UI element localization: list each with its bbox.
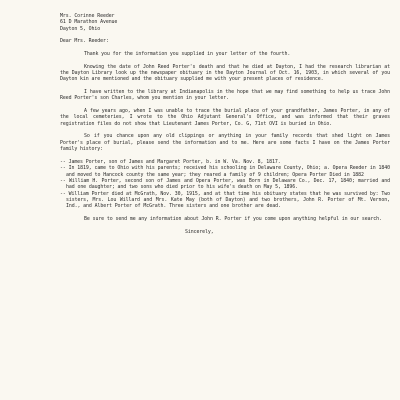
salutation: Dear Mrs. Reeder:: [60, 38, 109, 45]
closing: Sincerely,: [185, 228, 214, 235]
paragraph-4: A few years ago, when I was unable to trace the burial place of your grandfather, James Porter, in any of the local cemeteries, I wrote to the Ohio Adjutant General's Office, and was informed that their graves registration files do not show that Lieutenant James Porter, Co. G, 71st OVI is buried in Ohio.: [60, 108, 390, 127]
fact-item: -- William Porter died at McGrath, Nov. 30, 1915, and at that time his obituary states that he was survived by: Two sisters, Mrs. Lou Willard and Mrs. Kate May (both of Dayton) and two brothers, John R. Porter of Mt. Vernon, Ind., and Albert Porter of McGrath. Three sisters and one brother are dead.: [60, 190, 390, 210]
paragraph-5: So if you chance upon any old clippings or anything in your family records that shed light on James Porter's place of burial, please send the information and to me. Here are some facts I have on the James Porter family history:: [60, 133, 390, 153]
recipient-address: [60, 13, 390, 32]
recipient-name: Mrs. Corinne Reeder: [60, 13, 115, 19]
fact-item: -- James Porter, son of James and Margaret Porter, b. in W. Va. Nov. 8, 1817.: [60, 158, 281, 165]
closing-paragraph: Be sure to send me any information about John R. Porter if you come upon anything helpful in our search.: [84, 215, 382, 222]
paragraph-1: Thank you for the information you supplied in your letter of the fourth.: [84, 50, 291, 57]
recipient-street: 61 D Marathon Avenue: [60, 19, 118, 26]
fact-item: -- William H. Porter, second son of James and Opera Porter, was Born in Delaware Co., Dec. 17, 1840; married and had one daughter; and two sons who died prior to his wife's death on May 5, 1896.: [60, 177, 390, 191]
paragraph-2: Knowing the date of John Reed Porter's death and that he died at Dayton, I had the research librarian at the Dayton Library look up the newspaper obituary in the Dayton Journal of Oct. 16, 1903, in which several of you Dayton kin are mentioned and the obituary supplied me with your present places of residence.: [60, 63, 390, 83]
family-facts-list: [60, 159, 390, 210]
fact-item: -- In 1819, came to Ohio with his parents; received his schooling in Delaware County, Ohio; a. Opera Reeder in 1840 and moved to Hancock county the same year; they reared a family of 9 children; Opera Porter Died in 1882: [60, 165, 390, 178]
paragraph-3: I have written to the library at Indianapolis in the hope that we may find something to help us trace John Reed Porter's son Charles, whom you mention in your letter.: [60, 88, 390, 102]
recipient-city: Dayton 5, Ohio: [60, 25, 101, 32]
